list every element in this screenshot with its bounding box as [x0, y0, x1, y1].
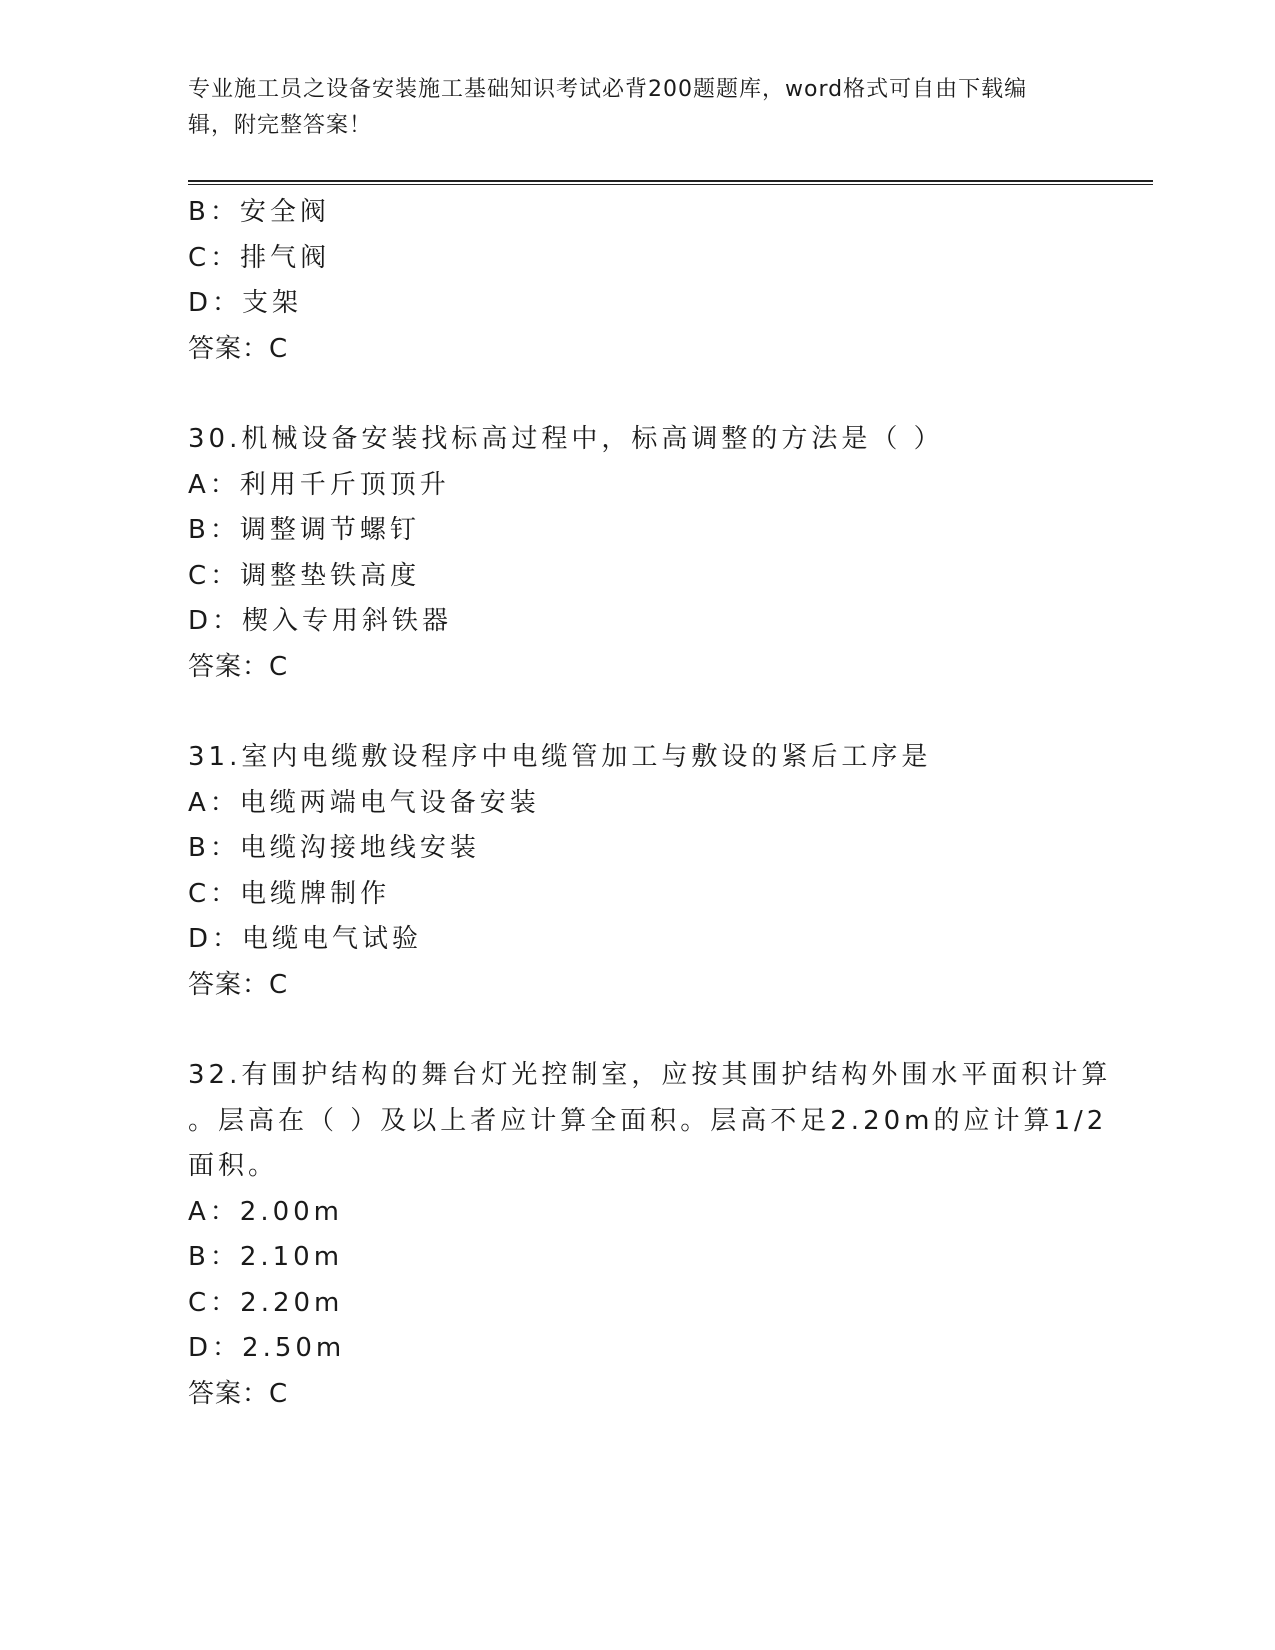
answer: 答案：C — [188, 969, 289, 1000]
option-c: C：排气阀 — [188, 242, 331, 273]
option-c: C：2.20m — [188, 1287, 344, 1318]
option-a: A：2.00m — [188, 1196, 344, 1227]
option-d: D：2.50m — [188, 1333, 346, 1363]
option-c: C：调整垫铁高度 — [188, 560, 421, 591]
question-31 — [188, 735, 1088, 1008]
option-a: A：利用千斤顶顶升 — [188, 469, 450, 500]
header-divider-thin — [188, 184, 1153, 185]
question-32 — [188, 1053, 1112, 1417]
question-text: 31.室内电缆敷设程序中电缆管加工与敷设的紧后工序是 — [188, 742, 932, 772]
answer: 答案：C — [188, 651, 289, 682]
question-list — [188, 190, 1112, 1417]
answer: 答案：C — [188, 1378, 289, 1409]
header-divider — [188, 180, 1153, 182]
option-c: C：电缆牌制作 — [188, 878, 391, 909]
question-text-line-3: 面积。 — [188, 1151, 279, 1181]
option-d: D：电缆电气试验 — [188, 924, 423, 954]
question-text: 30.机械设备安装找标高过程中，标高调整的方法是（ ） — [188, 424, 944, 454]
option-d: D：楔入专用斜铁器 — [188, 606, 453, 636]
question-text-line-2: 。层高在（ ）及以上者应计算全面积。层高不足2.20m的应计算1/2 — [188, 1105, 1108, 1136]
partial-question — [188, 190, 1088, 372]
answer: 答案：C — [188, 333, 289, 364]
option-b: B：调整调节螺钉 — [188, 515, 420, 545]
option-a: A：电缆两端电气设备安装 — [188, 787, 540, 818]
option-b: B：电缆沟接地线安装 — [188, 833, 480, 863]
question-30 — [188, 417, 1088, 690]
option-b: B：安全阀 — [188, 197, 330, 227]
option-b: B：2.10m — [188, 1242, 344, 1272]
question-text-line-1: 32.有围护结构的舞台灯光控制室，应按其围护结构外围水平面积计算 — [188, 1060, 1112, 1090]
option-d: D：支架 — [188, 288, 303, 318]
document-header-title: 专业施工员之设备安装施工基础知识考试必背200题题库，word格式可自由下载编辑，附完整答案！ — [188, 77, 1028, 138]
